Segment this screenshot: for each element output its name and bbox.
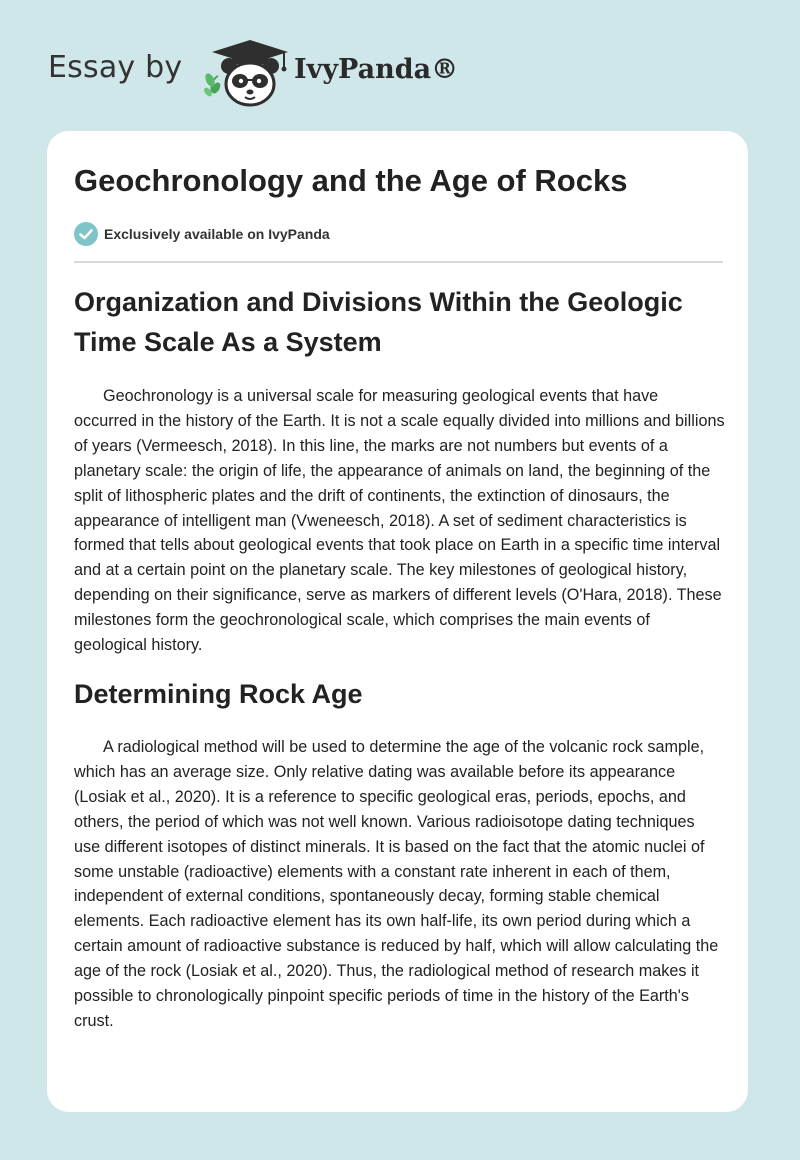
divider (74, 261, 723, 263)
article-card (47, 131, 748, 1112)
brand-name[interactable]: IvyPanda® (294, 54, 459, 85)
site-header (0, 0, 800, 130)
panda-graduate-logo-icon[interactable] (200, 36, 300, 108)
brand-prefix: Essay by (48, 50, 183, 85)
exclusive-badge (74, 222, 330, 246)
page-title: Geochronology and the Age of Rocks (74, 163, 628, 198)
check-circle-icon (74, 222, 98, 246)
section-heading-rock-age: Determining Rock Age (74, 679, 363, 709)
section-heading-organization: Organization and Divisions Within the Geologic Time Scale As a System (74, 287, 683, 357)
section-paragraph-organization: Geochronology is a universal scale for measuring geological events that have occurred in the history of the Earth. It is not a scale equally divided into millions and billions of years (Vermeesch, 2018). In this line, the marks are not numbers but events of a planetary scale: the origin of life, the appearance of animals on land, the beginning of the split of lithospheric plates and the drift of continents, the extinction of dinosaurs, the appearance of intelligent man (Vweneesch, 2018). A set of sediment characteristics is formed that tells about geological events that took place on Earth in a specific time interval and at a certain point on the planetary scale. The key milestones of geological history, depending on their significance, serve as markers of different levels (O'Hara, 2018). These milestones form the geochronological scale, which comprises the main events of geological history. (74, 387, 725, 655)
section-paragraph-rock-age: A radiological method will be used to determine the age of the volcanic rock sample, which has an average size. Only relative dating was available before its appearance (Losiak et al., 2020). It is a reference to specific geological eras, periods, epochs, and others, the period of which was not well known. Various radioisotope dating techniques use different isotopes of distinct minerals. It is based on the fact that the atomic nuclei of some unstable (radioactive) elements with a constant rate inherent in each of them, independent of external conditions, spontaneously decay, forming stable chemical elements. Each radioactive element has its own half-life, its own period during which a certain amount of radioactive substance is reduced by half, which will allow calculating the age of the rock (Losiak et al., 2020). Thus, the radiological method of research makes it possible to chronologically pinpoint specific periods of time in the history of the Earth's crust. (74, 738, 719, 1030)
exclusive-badge-text: Exclusively available on IvyPanda (104, 226, 330, 242)
